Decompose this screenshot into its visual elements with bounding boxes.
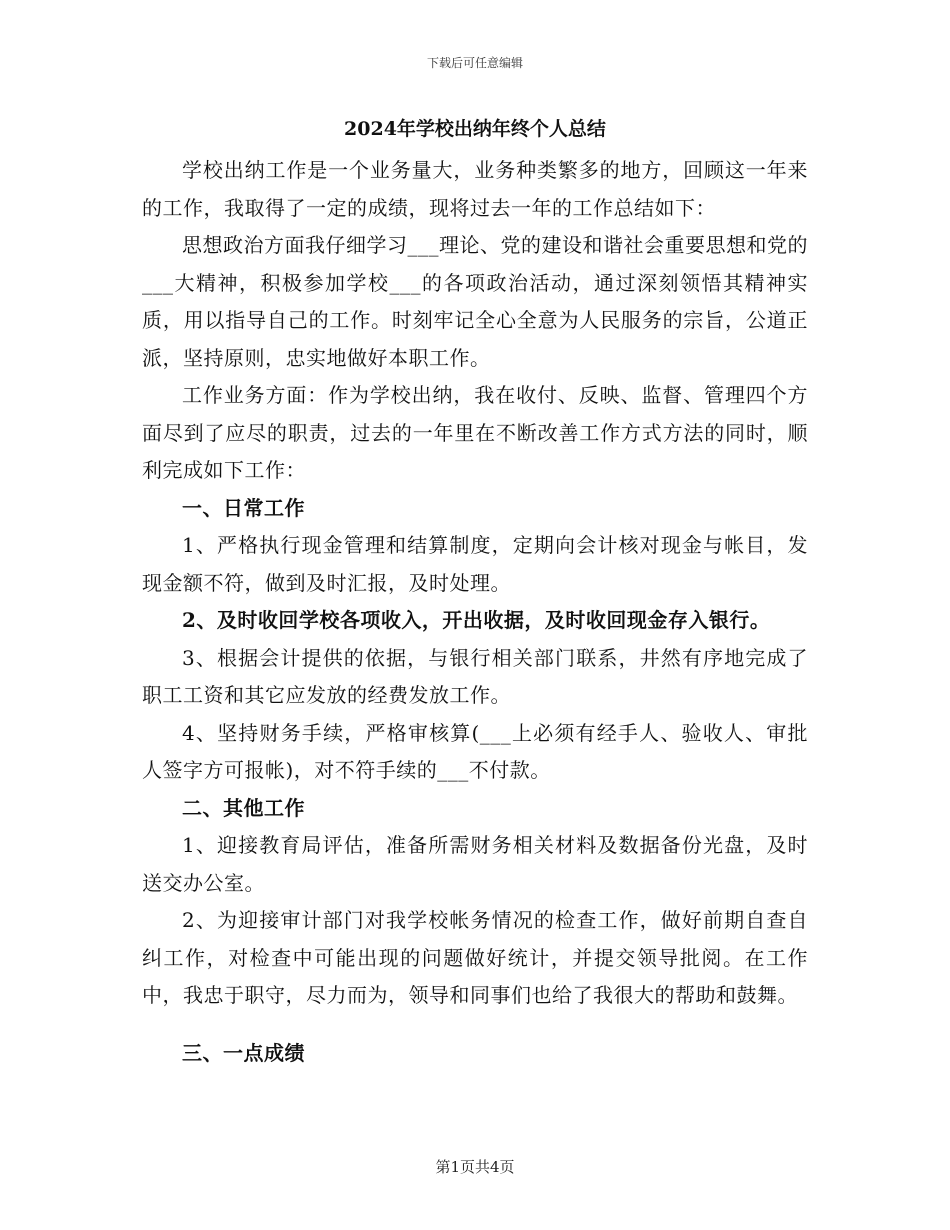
section-heading-achievements: 三、一点成绩	[182, 1040, 305, 1065]
page-number: 第1页共4页	[435, 1158, 515, 1176]
section-heading-other-work: 二、其他工作	[182, 795, 305, 820]
daily-work-item: 3、根据会计提供的依据，与银行相关部门联系，井然有序地完成了职工工资和其它应发放的经费发放工作。	[142, 645, 808, 707]
daily-work-item: 1、严格执行现金管理和结算制度，定期向会计核对现金与帐目，发现金额不符，做到及时汇报，及时处理。	[142, 533, 808, 595]
section-heading-daily-work: 一、日常工作	[182, 495, 305, 520]
politics-paragraph: 思想政治方面我仔细学习___理论、党的建设和谐社会重要思想和党的___大精神，积极参加学校___的各项政治活动，通过深刻领悟其精神实质，用以指导自己的工作。时刻牢记全心全意为人民服务的宗旨，公道正派，坚持原则，忠实地做好本职工作。	[142, 233, 808, 370]
daily-work-item: 2、及时收回学校各项收入，开出收据，及时收回现金存入银行。	[182, 608, 771, 632]
business-paragraph: 工作业务方面：作为学校出纳，我在收付、反映、监督、管理四个方面尽到了应尽的职责，过去的一年里在不断改善工作方式方法的同时，顺利完成如下工作：	[142, 383, 808, 482]
document-body	[142, 114, 808, 1072]
other-work-item: 2、为迎接审计部门对我学校帐务情况的检查工作，做好前期自查自纠工作，对检查中可能出现的问题做好统计，并提交领导批阅。在工作中，我忠于职守，尽力而为，领导和同事们也给了我很大的帮助和鼓舞。	[142, 908, 808, 1007]
document-title: 2024年学校出纳年终个人总结	[344, 118, 606, 140]
daily-work-item: 4、坚持财务手续，严格审核算(___上必须有经手人、验收人、审批人签字方可报帐)，对不符手续的___不付款。	[142, 720, 808, 782]
intro-paragraph: 学校出纳工作是一个业务量大，业务种类繁多的地方，回顾这一年来的工作，我取得了一定的成绩，现将过去一年的工作总结如下：	[142, 158, 808, 220]
header-note: 下载后可任意编辑	[426, 56, 523, 70]
other-work-item: 1、迎接教育局评估，准备所需财务相关材料及数据备份光盘，及时送交办公室。	[142, 833, 808, 895]
